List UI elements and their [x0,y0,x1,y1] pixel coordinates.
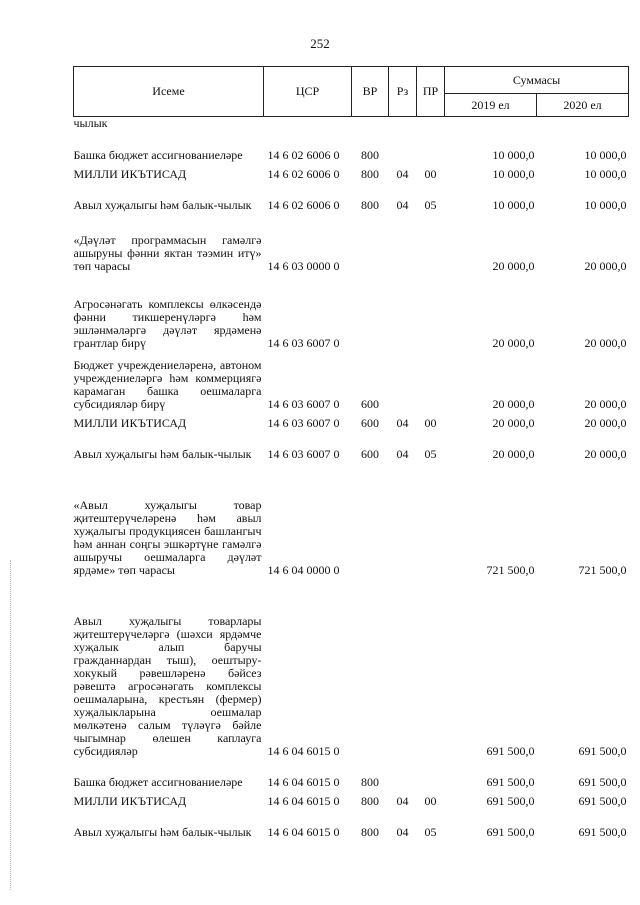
row-amount-2020: 691 500,0 [578,775,627,789]
table-row [74,810,629,841]
table-row [74,352,629,413]
row-amount-2020: 691 500,0 [578,825,627,839]
row-amount-2019: 20 000,0 [492,397,535,411]
row-csr: 14 6 04 6015 0 [267,794,340,808]
row-csr: 14 6 04 6015 0 [267,825,340,839]
row-rz [389,463,417,579]
row-pr: 00 [424,416,437,430]
row-pr [417,579,445,760]
row-pr [417,760,445,791]
row-rz [389,579,417,760]
row-csr: 14 6 04 0000 0 [267,563,340,577]
table-header [74,67,629,117]
row-name: «Авыл хуҗалыгы товар җитештерүчеләренә һәм авыл хуҗалыгы продукциясен башлангыч һәм аннан соңгы эшкәртүне гамәлгә ашыручы оешмаларга дәүләт ярдәме» төп чарасы [73,498,262,577]
table-row [74,432,629,463]
header-year-2019: 2019 ел [445,94,537,117]
row-rz [389,117,417,133]
table-row [74,183,629,214]
row-name: Авыл хуҗалыгы һәм балык-чылык [73,447,252,461]
row-amount-2020: 20 000,0 [584,416,627,430]
row-pr: 05 [424,198,437,212]
header-vr: ВР [352,67,389,117]
row-pr [417,214,445,275]
row-pr: 00 [424,167,437,181]
row-amount-2020: 20 000,0 [584,259,627,273]
table-row [74,760,629,791]
row-amount-2019: 10 000,0 [492,167,535,181]
row-rz [389,214,417,275]
row-pr: 05 [424,447,437,461]
row-csr: 14 6 03 0000 0 [267,259,340,273]
row-rz [389,352,417,413]
row-amount-2019: 20 000,0 [492,447,535,461]
row-amount-2019 [445,117,537,133]
row-amount-2020: 20 000,0 [584,397,627,411]
row-name: Бюджет учреждениеләренә, автоном учреждениеләргә һәм коммерциягә карамаган башка оешмаларга субсидияләр бирү [73,358,262,411]
row-amount-2019: 20 000,0 [492,416,535,430]
row-name: Авыл хуҗалыгы һәм балык-чылык [73,825,252,839]
row-vr: 600 [361,397,379,411]
row-vr: 800 [361,148,379,162]
row-csr [264,117,352,133]
row-amount-2020: 721 500,0 [578,563,627,577]
row-name: МИЛЛИ ИКЪТИСАД [73,416,187,430]
row-pr [417,275,445,352]
row-amount-2019: 10 000,0 [492,148,535,162]
table-row [74,275,629,352]
row-name: Башка бюджет ассигнованиеләре [73,148,243,162]
row-amount-2019: 691 500,0 [486,794,535,808]
row-pr [417,132,445,164]
header-rz: Рз [389,67,417,117]
row-vr: 600 [361,447,379,461]
row-pr [417,117,445,133]
row-csr: 14 6 03 6007 0 [267,447,340,461]
row-rz: 04 [396,825,409,839]
row-csr: 14 6 04 6015 0 [267,744,340,758]
row-amount-2020: 10 000,0 [584,167,627,181]
row-vr [352,275,389,352]
row-vr [352,579,389,760]
row-csr: 14 6 02 6006 0 [267,198,340,212]
row-amount-2020: 691 500,0 [578,744,627,758]
table-row [74,791,629,810]
row-name: Башка бюджет ассигнованиеләре [73,775,243,789]
row-pr [417,352,445,413]
budget-table [73,66,629,841]
row-rz [389,132,417,164]
row-rz: 04 [396,198,409,212]
header-pr: ПР [417,67,445,117]
row-name: Авыл хуҗалыгы товарлары җитештерүчеләргә (шәхси ярдәмче хуҗалык алып баручы гражданнардан тыш), оештыру-хокукый рәвешләренә бәйсез рәвештә агросәнәгать комплексы оешмаларына, крестьян (фермер) хуҗалыкларына оешмалар мөлкәтенә салым түләүгә бәйле чыгымнар өлешен каплауга субсидияләр [73,614,262,758]
row-amount-2019: 691 500,0 [486,744,535,758]
row-rz [389,275,417,352]
row-vr: 800 [361,775,379,789]
row-vr: 600 [361,416,379,430]
row-name: Агросәнәгать комплексы өлкәсендә фәнни тикшеренүләргә һәм эшләнмәләргә дәүләт ярдәменә грантлар бирү [73,297,262,350]
header-csr: ЦСР [264,67,352,117]
page-number: 252 [310,36,330,51]
table-row [74,132,629,164]
row-rz: 04 [396,167,409,181]
row-csr: 14 6 03 6007 0 [267,336,340,350]
row-pr [417,463,445,579]
row-vr: 800 [361,167,379,181]
row-amount-2020: 10 000,0 [584,198,627,212]
row-vr [352,117,389,133]
row-csr: 14 6 02 6006 0 [267,148,340,162]
table-body [74,117,629,842]
row-rz [389,760,417,791]
header-year-2020: 2020 ел [537,94,629,117]
table-row [74,463,629,579]
row-amount-2019: 10 000,0 [492,198,535,212]
row-amount-2019: 691 500,0 [486,825,535,839]
row-amount-2019: 721 500,0 [486,563,535,577]
table-row [74,117,629,133]
row-vr [352,214,389,275]
row-amount-2020: 20 000,0 [584,336,627,350]
table-row [74,214,629,275]
row-vr: 800 [361,198,379,212]
row-rz: 04 [396,794,409,808]
row-amount-2019: 20 000,0 [492,336,535,350]
row-name: МИЛЛИ ИКЪТИСАД [73,794,187,808]
row-csr: 14 6 02 6006 0 [267,167,340,181]
row-name: чылык [73,116,108,130]
row-csr: 14 6 03 6007 0 [267,397,340,411]
row-amount-2019: 20 000,0 [492,259,535,273]
row-pr: 05 [424,825,437,839]
row-amount-2020: 10 000,0 [584,148,627,162]
row-amount-2019: 691 500,0 [486,775,535,789]
row-rz: 04 [396,447,409,461]
row-csr: 14 6 03 6007 0 [267,416,340,430]
row-vr [352,463,389,579]
row-amount-2020 [537,117,629,133]
row-name: «Дәүләт программасын гамәлгә ашыруны фәнни яктан тәэмин итү» төп чарасы [73,233,262,273]
row-csr: 14 6 04 6015 0 [267,775,340,789]
row-rz: 04 [396,416,409,430]
row-vr: 800 [361,794,379,808]
row-pr: 00 [424,794,437,808]
row-amount-2020: 691 500,0 [578,794,627,808]
row-name: МИЛЛИ ИКЪТИСАД [73,167,187,181]
header-sum: Суммасы [445,67,629,94]
row-vr: 800 [361,825,379,839]
margin-scan-artifact [10,560,12,890]
row-amount-2020: 20 000,0 [584,447,627,461]
table-row [74,164,629,183]
table-row [74,579,629,760]
table-row [74,413,629,432]
header-name: Исеме [74,67,264,117]
row-name: Авыл хуҗалыгы һәм балык-чылык [73,198,252,212]
